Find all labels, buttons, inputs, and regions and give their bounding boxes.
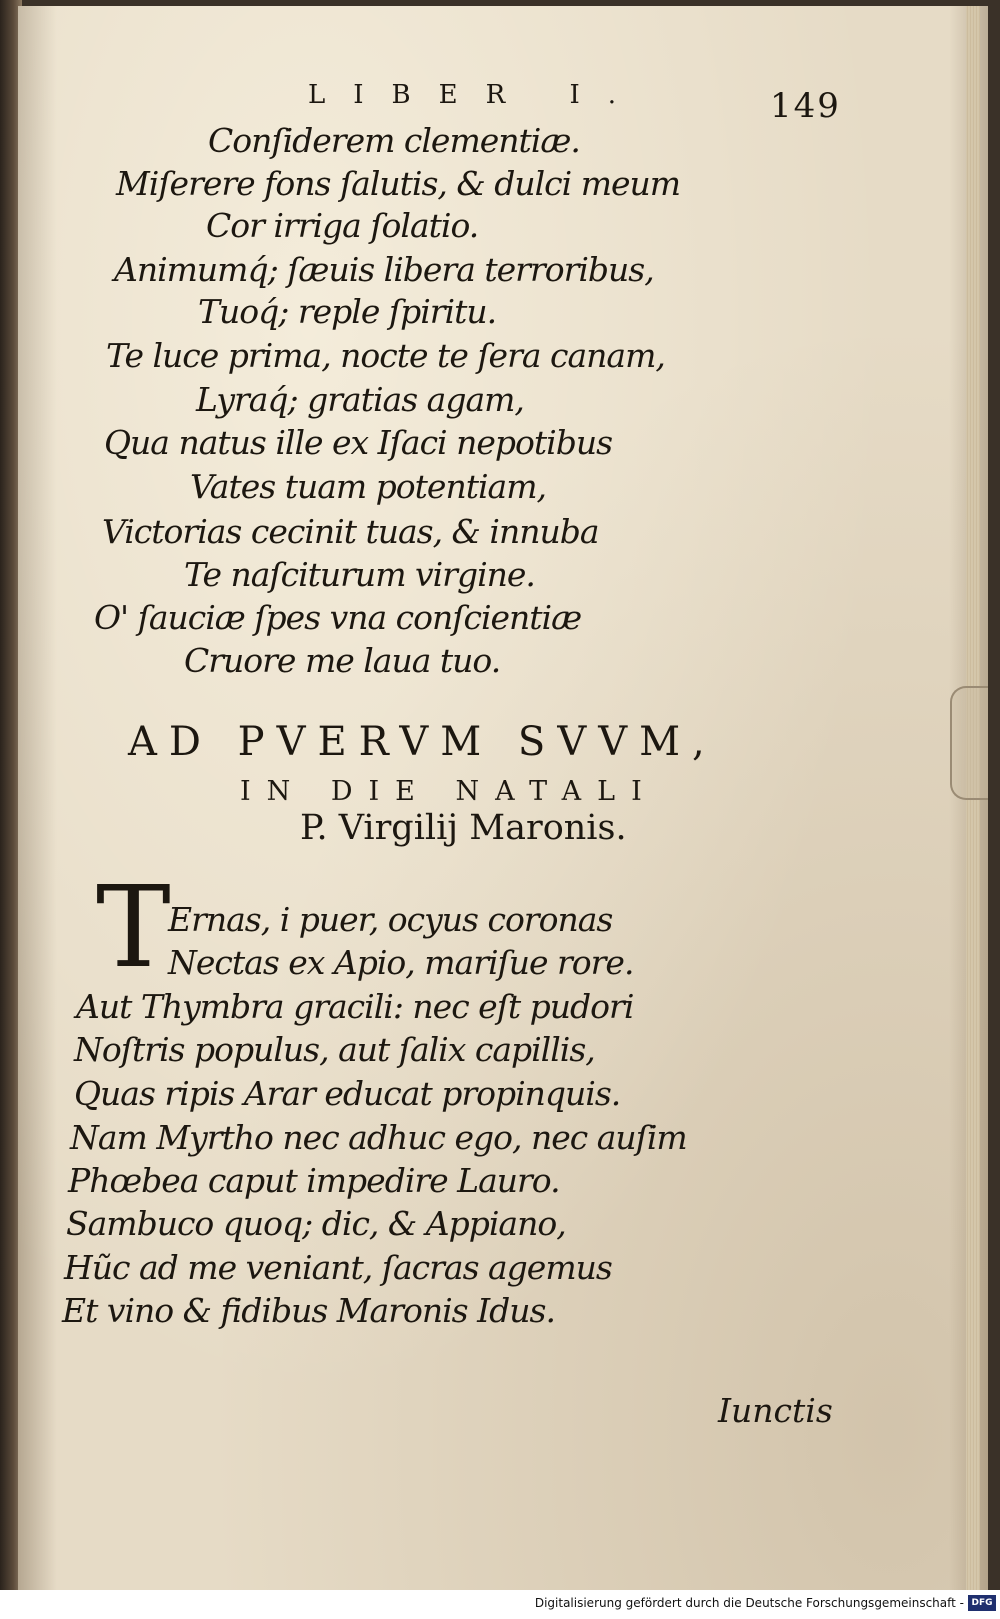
verse-line: Tuoq́; reple ſpiritu. — [198, 292, 497, 331]
footer-credit: Digitalisierung gefördert durch die Deutsche Forschungsgemeinschaft - — [534, 1596, 964, 1610]
verse-line: Cor irriga ſolatio. — [206, 206, 479, 245]
verse-line: Te naſciturum virgine. — [184, 555, 535, 594]
verse-line: Cruore me laua tuo. — [184, 641, 501, 680]
poem-title: AD PVERVM SVVM, — [128, 719, 717, 765]
poem-dedicatee: P. Virgilij Maronis. — [300, 808, 627, 848]
poem-line: Sambuco quoq; dic, & Appiano, — [66, 1204, 566, 1243]
page-header — [18, 76, 988, 126]
drop-cap: T — [96, 863, 171, 993]
poem-line: Ernas, i puer, ocyus coronas — [168, 900, 613, 939]
page-number: 149 — [770, 86, 841, 126]
poem-line: Nam Myrtho nec adhuc ego, nec auſim — [70, 1118, 687, 1157]
poem-line: Nectas ex Apio, mariſue rore. — [168, 943, 634, 982]
poem-line: Et vino & fidibus Maronis Idus. — [62, 1291, 555, 1330]
verse-line: Vates tuam potentiam, — [190, 467, 546, 506]
poem-line: Hũc ad me veniant, ſacras agemus — [64, 1248, 612, 1287]
verse-line: Conſiderem clementiæ. — [208, 121, 580, 160]
dfg-logo-icon: DFG — [968, 1595, 996, 1611]
verse-line: O' ſauciæ ſpes vna conſcientiæ — [94, 598, 582, 637]
verse-line: Animumq́; ſæuis libera terroribus, — [114, 250, 654, 289]
poem-line: Noſtris populus, aut ſalix capillis, — [74, 1030, 595, 1069]
digitization-footer — [0, 1590, 1000, 1619]
poem-line: Aut Thymbra gracili: nec eſt pudori — [76, 987, 634, 1026]
book-page — [18, 6, 988, 1590]
verse-line: Lyraq́; gratias agam, — [196, 380, 524, 419]
verse-line: Te luce prima, nocte te ſera canam, — [106, 336, 665, 375]
poem-subtitle: IN DIE NATALI — [240, 776, 658, 807]
catchword: Iunctis — [718, 1391, 833, 1430]
verse-line: Victorias cecinit tuas, & innuba — [102, 512, 599, 551]
poem-line: Phœbea caput impedire Lauro. — [68, 1161, 560, 1200]
poem-line: Quas ripis Arar educat propinquis. — [74, 1074, 621, 1113]
verse-line: Qua natus ille ex Iſaci nepotibus — [104, 423, 613, 462]
page-tab — [950, 686, 988, 800]
verse-line: Miſerere fons ſalutis, & dulci meum — [116, 164, 681, 203]
running-head: LIBER I. — [308, 80, 644, 110]
